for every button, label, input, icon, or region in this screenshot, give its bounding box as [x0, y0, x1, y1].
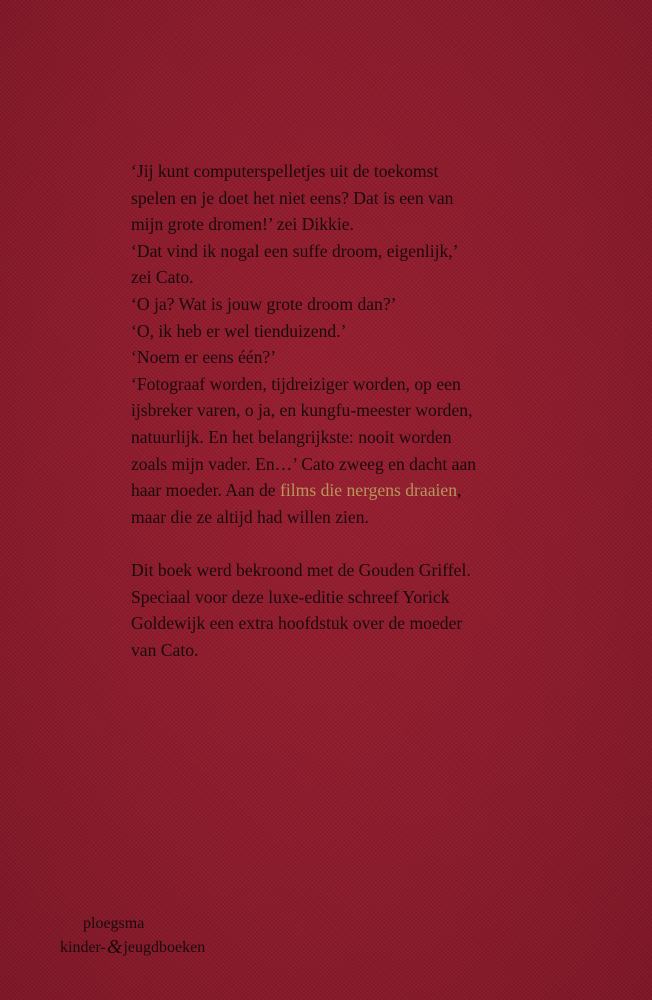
- blurb-text: [131, 158, 531, 663]
- blurb-line: zoals mijn vader. En…’ Cato zweeg en dacht aan: [131, 453, 477, 474]
- blurb-text-before-highlight: haar moeder. Aan de: [131, 480, 280, 501]
- blurb-line: zei Cato.: [131, 267, 194, 288]
- note-line: Dit boek werd bekroond met de Gouden Griffel.: [131, 559, 471, 580]
- imprint-right: jeugdboeken: [123, 939, 206, 956]
- blurb-line: ‘Dat vind ik nogal een suffe droom, eigenlijk,’: [131, 240, 459, 261]
- blurb-line: maar die ze altijd had willen zien.: [131, 506, 369, 527]
- blurb-line: ijsbreker varen, o ja, en kungfu-meester worden,: [131, 400, 473, 421]
- blurb-line: ‘Noem er eens één?’: [131, 347, 277, 368]
- blurb-line: ‘Fotograaf worden, tijdreiziger worden, op een: [131, 373, 461, 394]
- note-line: Speciaal voor deze luxe-editie schreef Yorick: [131, 586, 450, 607]
- blurb-text-after-highlight: ,: [457, 480, 462, 501]
- blurb-line: ‘Jij kunt computerspelletjes uit de toekomst: [131, 161, 439, 181]
- ampersand-mark: &: [106, 936, 123, 958]
- blurb-line: ‘O, ik heb er wel tienduizend.’: [131, 320, 347, 341]
- blurb-line: natuurlijk. En het belangrijkste: nooit worden: [131, 426, 452, 447]
- paragraph-gap: [131, 530, 531, 557]
- highlighted-phrase: films die nergens draaien: [280, 480, 458, 501]
- blurb-line: spelen en je doet het niet eens? Dat is een van: [131, 187, 454, 208]
- publisher-imprint: [60, 935, 205, 959]
- note-line: Goldewijk een extra hoofdstuk over de moeder: [131, 613, 463, 634]
- blurb-line: ‘O ja? Wat is jouw grote droom dan?’: [131, 293, 397, 314]
- publisher-logo: [60, 912, 205, 959]
- blurb-line: mijn grote dromen!’ zei Dikkie.: [131, 214, 354, 235]
- blurb-line: [131, 477, 531, 504]
- publisher-name: ploegsma: [83, 915, 145, 932]
- imprint-left: kinder-: [60, 939, 106, 956]
- note-line: van Cato.: [131, 639, 199, 660]
